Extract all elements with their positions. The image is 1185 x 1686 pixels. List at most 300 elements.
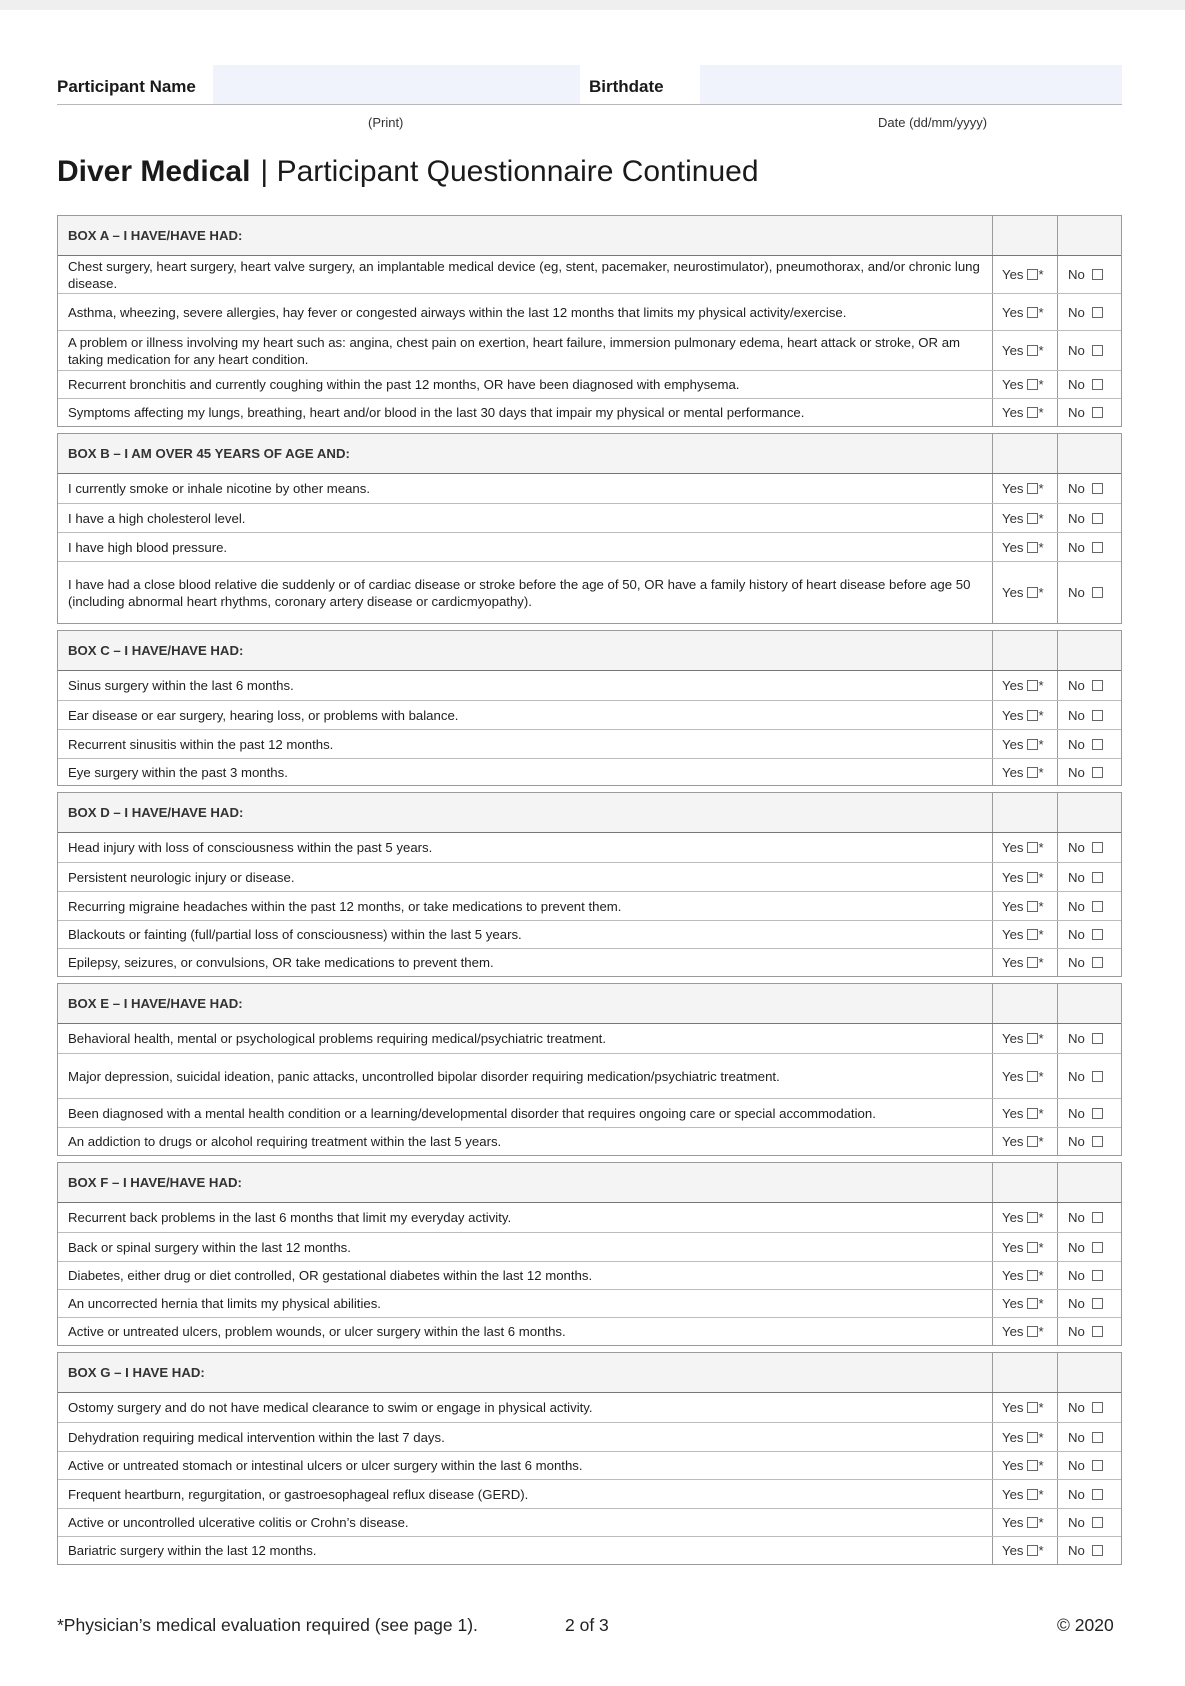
- yes-label: Yes: [1002, 1486, 1024, 1502]
- box-heading-row: [58, 1353, 1121, 1393]
- question-row: [58, 474, 1121, 503]
- question-text: Bariatric surgery within the last 12 months.: [68, 1543, 317, 1558]
- no-checkbox[interactable]: [1092, 307, 1103, 318]
- page-title: [57, 155, 759, 189]
- yes-column-header: [992, 631, 1057, 670]
- no-cell: [1057, 1452, 1121, 1479]
- yes-checkbox[interactable]: [1027, 1242, 1038, 1253]
- question-row: [58, 1422, 1121, 1451]
- no-cell: [1057, 1423, 1121, 1451]
- physician-required-marker: *: [1038, 343, 1044, 358]
- no-cell: [1057, 1128, 1121, 1155]
- box-c: [57, 630, 1122, 786]
- physician-required-marker: *: [1038, 1543, 1044, 1558]
- question-text: Active or untreated stomach or intestinal ulcers or ulcer surgery within the last 6 months.: [68, 1458, 583, 1473]
- no-label: No: [1068, 1134, 1085, 1149]
- no-label: No: [1068, 1210, 1085, 1225]
- yes-label: Yes: [1002, 1105, 1024, 1121]
- no-checkbox[interactable]: [1092, 587, 1103, 598]
- yes-cell: [992, 1509, 1057, 1536]
- no-label: No: [1068, 927, 1085, 942]
- yes-checkbox[interactable]: [1027, 379, 1038, 390]
- yes-checkbox[interactable]: [1027, 1545, 1038, 1556]
- yes-label: Yes: [1002, 955, 1024, 970]
- yes-checkbox[interactable]: [1027, 1033, 1038, 1044]
- physician-required-marker: *: [1038, 898, 1044, 914]
- no-cell: [1057, 562, 1121, 623]
- box-heading-row: [58, 434, 1121, 474]
- no-cell: [1057, 533, 1121, 561]
- no-label: No: [1068, 764, 1085, 780]
- physician-required-marker: *: [1038, 764, 1044, 780]
- no-cell: [1057, 1290, 1121, 1317]
- no-cell: [1057, 1262, 1121, 1289]
- box-d: [57, 792, 1122, 977]
- yes-cell: [992, 1054, 1057, 1098]
- physician-required-marker: *: [1038, 1068, 1044, 1084]
- yes-cell: [992, 701, 1057, 729]
- yes-label: Yes: [1002, 585, 1024, 600]
- no-checkbox[interactable]: [1092, 872, 1103, 883]
- yes-checkbox[interactable]: [1027, 1432, 1038, 1443]
- yes-column-header: [992, 216, 1057, 255]
- no-checkbox[interactable]: [1092, 901, 1103, 912]
- no-checkbox[interactable]: [1092, 1108, 1103, 1119]
- question-row: [58, 330, 1121, 370]
- no-checkbox[interactable]: [1092, 1326, 1103, 1337]
- physician-required-marker: *: [1038, 1324, 1044, 1339]
- question-row: [58, 370, 1121, 398]
- yes-label: Yes: [1002, 898, 1024, 914]
- yes-cell: [992, 921, 1057, 948]
- no-checkbox[interactable]: [1092, 842, 1103, 853]
- participant-name-field[interactable]: [213, 65, 580, 104]
- question-text: Active or untreated ulcers, problem wounds, or ulcer surgery within the last 6 months.: [68, 1324, 566, 1339]
- physician-required-marker: *: [1038, 304, 1044, 320]
- no-cell: [1057, 759, 1121, 785]
- yes-cell: [992, 331, 1057, 370]
- yes-column-header: [992, 793, 1057, 832]
- birthdate-field[interactable]: [700, 65, 1122, 104]
- question-text: I have high blood pressure.: [68, 539, 228, 555]
- no-checkbox[interactable]: [1092, 1545, 1103, 1556]
- box-heading: BOX A – I HAVE/HAVE HAD:: [68, 228, 243, 243]
- yes-label: Yes: [1002, 736, 1024, 752]
- yes-cell: [992, 399, 1057, 426]
- yes-cell: [992, 1452, 1057, 1479]
- yes-checkbox[interactable]: [1027, 1517, 1038, 1528]
- no-column-header: [1057, 984, 1121, 1023]
- yes-cell: [992, 533, 1057, 561]
- question-row: [58, 1289, 1121, 1317]
- physician-required-marker: *: [1038, 1400, 1044, 1415]
- physician-required-marker: *: [1038, 955, 1044, 970]
- no-label: No: [1068, 377, 1085, 392]
- yes-checkbox[interactable]: [1027, 872, 1038, 883]
- yes-label: Yes: [1002, 343, 1024, 358]
- no-label: No: [1068, 707, 1085, 723]
- no-cell: [1057, 1024, 1121, 1053]
- yes-label: Yes: [1002, 1031, 1024, 1046]
- no-cell: [1057, 1054, 1121, 1098]
- yes-column-header: [992, 1353, 1057, 1392]
- yes-checkbox[interactable]: [1027, 680, 1038, 691]
- yes-checkbox[interactable]: [1027, 1270, 1038, 1281]
- no-checkbox[interactable]: [1092, 269, 1103, 280]
- question-text: I have had a close blood relative die suddenly or of cardiac disease or stroke before the age of 50, OR have a family history of heart disease before age 50 (including abnormal heart rhythms, coronary artery disease or cardicmyopathy).: [68, 576, 971, 609]
- no-checkbox[interactable]: [1092, 1071, 1103, 1082]
- yes-label: Yes: [1002, 267, 1024, 282]
- question-text: Frequent heartburn, regurgitation, or gastroesophageal reflux disease (GERD).: [68, 1486, 529, 1502]
- box-a: [57, 215, 1122, 427]
- yes-cell: [992, 863, 1057, 891]
- physician-required-marker: *: [1038, 927, 1044, 942]
- yes-checkbox[interactable]: [1027, 483, 1038, 494]
- yes-checkbox[interactable]: [1027, 1108, 1038, 1119]
- no-label: No: [1068, 1296, 1085, 1311]
- no-label: No: [1068, 1515, 1085, 1530]
- question-text: Asthma, wheezing, severe allergies, hay fever or congested airways within the last 12 months that limits my physical activity/exercise.: [68, 304, 847, 320]
- no-label: No: [1068, 1543, 1085, 1558]
- yes-column-header: [992, 434, 1057, 473]
- yes-checkbox[interactable]: [1027, 307, 1038, 318]
- yes-cell: [992, 671, 1057, 700]
- no-label: No: [1068, 1486, 1085, 1502]
- no-label: No: [1068, 678, 1085, 693]
- yes-label: Yes: [1002, 1515, 1024, 1530]
- yes-cell: [992, 1480, 1057, 1508]
- yes-label: Yes: [1002, 481, 1024, 496]
- question-text: I currently smoke or inhale nicotine by other means.: [68, 481, 370, 496]
- physician-required-marker: *: [1038, 1239, 1044, 1255]
- no-label: No: [1068, 1239, 1085, 1255]
- no-label: No: [1068, 869, 1085, 885]
- no-checkbox[interactable]: [1092, 739, 1103, 750]
- physician-required-marker: *: [1038, 869, 1044, 885]
- no-cell: [1057, 371, 1121, 398]
- question-text: Behavioral health, mental or psychological problems requiring medical/psychiatric treatment.: [68, 1031, 607, 1046]
- yes-column-header: [992, 984, 1057, 1023]
- physician-required-marker: *: [1038, 481, 1044, 496]
- question-text: Blackouts or fainting (full/partial loss of consciousness) within the last 5 years.: [68, 927, 522, 942]
- yes-checkbox[interactable]: [1027, 1326, 1038, 1337]
- yes-label: Yes: [1002, 1429, 1024, 1445]
- question-row: [58, 1024, 1121, 1053]
- birthdate-label: Birthdate: [589, 77, 664, 96]
- no-column-header: [1057, 631, 1121, 670]
- yes-cell: [992, 1262, 1057, 1289]
- no-label: No: [1068, 1324, 1085, 1339]
- yes-checkbox[interactable]: [1027, 587, 1038, 598]
- physician-required-marker: *: [1038, 1296, 1044, 1311]
- no-cell: [1057, 1537, 1121, 1564]
- box-heading-row: [58, 1163, 1121, 1203]
- no-checkbox[interactable]: [1092, 483, 1103, 494]
- yes-cell: [992, 294, 1057, 330]
- question-text: Recurrent sinusitis within the past 12 months.: [68, 736, 334, 752]
- question-text: I have a high cholesterol level.: [68, 510, 246, 526]
- birthdate-hint: Date (dd/mm/yyyy): [878, 115, 988, 130]
- no-cell: [1057, 1509, 1121, 1536]
- question-text: Eye surgery within the past 3 months.: [68, 764, 288, 780]
- no-cell: [1057, 399, 1121, 426]
- yes-label: Yes: [1002, 764, 1024, 780]
- box-heading-row: [58, 793, 1121, 833]
- physician-required-marker: *: [1038, 678, 1044, 693]
- title-separator: |: [260, 155, 269, 188]
- question-row: [58, 1127, 1121, 1155]
- question-text: Ostomy surgery and do not have medical clearance to swim or engage in physical activity.: [68, 1400, 593, 1415]
- yes-cell: [992, 1537, 1057, 1564]
- yes-checkbox[interactable]: [1027, 929, 1038, 940]
- yes-label: Yes: [1002, 1239, 1024, 1255]
- yes-label: Yes: [1002, 678, 1024, 693]
- physician-required-marker: *: [1038, 1105, 1044, 1121]
- no-cell: [1057, 1480, 1121, 1508]
- no-checkbox[interactable]: [1092, 542, 1103, 553]
- page-number: 2 of 3: [565, 1615, 609, 1635]
- no-label: No: [1068, 1400, 1085, 1415]
- question-row: [58, 1479, 1121, 1508]
- yes-label: Yes: [1002, 869, 1024, 885]
- no-cell: [1057, 671, 1121, 700]
- no-checkbox[interactable]: [1092, 767, 1103, 778]
- yes-cell: [992, 833, 1057, 862]
- physician-required-marker: *: [1038, 1515, 1044, 1530]
- no-checkbox[interactable]: [1092, 513, 1103, 524]
- no-label: No: [1068, 510, 1085, 526]
- no-checkbox[interactable]: [1092, 680, 1103, 691]
- yes-cell: [992, 730, 1057, 758]
- yes-cell: [992, 474, 1057, 503]
- no-cell: [1057, 504, 1121, 532]
- question-text: A problem or illness involving my heart such as: angina, chest pain on exertion, heart failure, immersion pulmonary edema, heart attack or stroke, OR am taking medication for any heart condition.: [68, 334, 961, 367]
- no-checkbox[interactable]: [1092, 1489, 1103, 1500]
- no-checkbox[interactable]: [1092, 1298, 1103, 1309]
- no-cell: [1057, 1203, 1121, 1232]
- no-cell: [1057, 701, 1121, 729]
- yes-checkbox[interactable]: [1027, 345, 1038, 356]
- no-label: No: [1068, 343, 1085, 358]
- no-checkbox[interactable]: [1092, 1270, 1103, 1281]
- box-e: [57, 983, 1122, 1156]
- yes-cell: [992, 1393, 1057, 1422]
- yes-checkbox[interactable]: [1027, 1298, 1038, 1309]
- participant-header: [57, 65, 1122, 105]
- no-checkbox[interactable]: [1092, 1432, 1103, 1443]
- question-text: Persistent neurologic injury or disease.: [68, 869, 295, 885]
- yes-column-header: [992, 1163, 1057, 1202]
- no-checkbox[interactable]: [1092, 929, 1103, 940]
- box-b: [57, 433, 1122, 624]
- box-f: [57, 1162, 1122, 1346]
- question-row: [58, 532, 1121, 561]
- question-text: Recurring migraine headaches within the past 12 months, or take medications to prevent them.: [68, 898, 622, 914]
- no-column-header: [1057, 1163, 1121, 1202]
- yes-checkbox[interactable]: [1027, 739, 1038, 750]
- no-label: No: [1068, 955, 1085, 970]
- no-cell: [1057, 1318, 1121, 1345]
- yes-label: Yes: [1002, 707, 1024, 723]
- question-text: Ear disease or ear surgery, hearing loss, or problems with balance.: [68, 707, 459, 723]
- no-cell: [1057, 949, 1121, 976]
- yes-cell: [992, 1318, 1057, 1345]
- question-text: Back or spinal surgery within the last 12 months.: [68, 1239, 351, 1255]
- yes-label: Yes: [1002, 1400, 1024, 1415]
- no-checkbox[interactable]: [1092, 1033, 1103, 1044]
- question-text: Active or uncontrolled ulcerative colitis or Crohn’s disease.: [68, 1515, 409, 1530]
- yes-checkbox[interactable]: [1027, 710, 1038, 721]
- no-label: No: [1068, 736, 1085, 752]
- yes-cell: [992, 1099, 1057, 1127]
- no-checkbox[interactable]: [1092, 379, 1103, 390]
- question-row: [58, 948, 1121, 976]
- no-checkbox[interactable]: [1092, 345, 1103, 356]
- physician-required-marker: *: [1038, 707, 1044, 723]
- question-text: Epilepsy, seizures, or convulsions, OR take medications to prevent them.: [68, 955, 494, 970]
- footer-note: *Physician’s medical evaluation required (see page 1).: [57, 1615, 478, 1635]
- yes-cell: [992, 759, 1057, 785]
- question-row: [58, 398, 1121, 426]
- yes-cell: [992, 1024, 1057, 1053]
- yes-label: Yes: [1002, 510, 1024, 526]
- question-row: [58, 293, 1121, 330]
- no-column-header: [1057, 216, 1121, 255]
- no-cell: [1057, 863, 1121, 891]
- question-text: Symptoms affecting my lungs, breathing, heart and/or blood in the last 30 days that impair my physical or mental performance.: [68, 405, 805, 420]
- no-label: No: [1068, 304, 1085, 320]
- no-label: No: [1068, 585, 1085, 600]
- yes-label: Yes: [1002, 539, 1024, 555]
- no-label: No: [1068, 1031, 1085, 1046]
- no-label: No: [1068, 267, 1085, 282]
- no-checkbox[interactable]: [1092, 1402, 1103, 1413]
- yes-label: Yes: [1002, 1068, 1024, 1084]
- no-checkbox[interactable]: [1092, 1460, 1103, 1471]
- no-checkbox[interactable]: [1092, 407, 1103, 418]
- question-row: [58, 1451, 1121, 1479]
- no-label: No: [1068, 898, 1085, 914]
- no-checkbox[interactable]: [1092, 1242, 1103, 1253]
- no-checkbox[interactable]: [1092, 710, 1103, 721]
- yes-label: Yes: [1002, 1268, 1024, 1283]
- yes-checkbox[interactable]: [1027, 513, 1038, 524]
- yes-checkbox[interactable]: [1027, 1460, 1038, 1471]
- yes-cell: [992, 1203, 1057, 1232]
- physician-required-marker: *: [1038, 377, 1044, 392]
- question-row: [58, 1536, 1121, 1564]
- yes-checkbox[interactable]: [1027, 1402, 1038, 1413]
- question-row: [58, 1203, 1121, 1232]
- yes-label: Yes: [1002, 377, 1024, 392]
- box-heading: BOX D – I HAVE/HAVE HAD:: [68, 805, 244, 820]
- yes-label: Yes: [1002, 1210, 1024, 1225]
- yes-checkbox[interactable]: [1027, 842, 1038, 853]
- question-text: Chest surgery, heart surgery, heart valve surgery, an implantable medical device (eg, stent, pacemaker, neurostimulator), pneumothorax, and/or chronic lung disease.: [68, 258, 980, 291]
- yes-checkbox[interactable]: [1027, 542, 1038, 553]
- no-label: No: [1068, 1429, 1085, 1445]
- yes-checkbox[interactable]: [1027, 767, 1038, 778]
- no-column-header: [1057, 434, 1121, 473]
- yes-checkbox[interactable]: [1027, 1071, 1038, 1082]
- question-row: [58, 862, 1121, 891]
- question-row: [58, 891, 1121, 920]
- yes-checkbox[interactable]: [1027, 957, 1038, 968]
- no-cell: [1057, 474, 1121, 503]
- yes-checkbox[interactable]: [1027, 269, 1038, 280]
- physician-required-marker: *: [1038, 1268, 1044, 1283]
- yes-checkbox[interactable]: [1027, 1212, 1038, 1223]
- no-label: No: [1068, 481, 1085, 496]
- yes-cell: [992, 1290, 1057, 1317]
- yes-label: Yes: [1002, 1134, 1024, 1149]
- yes-label: Yes: [1002, 1543, 1024, 1558]
- page-title-rest: Participant Questionnaire Continued: [276, 155, 759, 188]
- yes-checkbox[interactable]: [1027, 407, 1038, 418]
- no-label: No: [1068, 1268, 1085, 1283]
- question-text: An addiction to drugs or alcohol requiring treatment within the last 5 years.: [68, 1134, 502, 1149]
- physician-required-marker: *: [1038, 1429, 1044, 1445]
- no-label: No: [1068, 1458, 1085, 1473]
- question-text: Recurrent back problems in the last 6 months that limit my everyday activity.: [68, 1210, 512, 1225]
- no-cell: [1057, 1099, 1121, 1127]
- physician-required-marker: *: [1038, 840, 1044, 855]
- question-text: Dehydration requiring medical intervention within the last 7 days.: [68, 1429, 445, 1445]
- physician-required-marker: *: [1038, 510, 1044, 526]
- yes-cell: [992, 504, 1057, 532]
- yes-cell: [992, 949, 1057, 976]
- no-checkbox[interactable]: [1092, 1517, 1103, 1528]
- yes-cell: [992, 1233, 1057, 1261]
- question-text: Head injury with loss of consciousness within the past 5 years.: [68, 840, 433, 855]
- no-checkbox[interactable]: [1092, 1212, 1103, 1223]
- box-heading: BOX G – I HAVE HAD:: [68, 1365, 205, 1380]
- yes-checkbox[interactable]: [1027, 1489, 1038, 1500]
- question-row: [58, 729, 1121, 758]
- yes-checkbox[interactable]: [1027, 901, 1038, 912]
- yes-checkbox[interactable]: [1027, 1136, 1038, 1147]
- yes-cell: [992, 1128, 1057, 1155]
- yes-label: Yes: [1002, 304, 1024, 320]
- question-text: Diabetes, either drug or diet controlled, OR gestational diabetes within the last 12 months.: [68, 1268, 593, 1283]
- questionnaire: [57, 215, 1122, 1571]
- yes-cell: [992, 256, 1057, 293]
- box-heading-row: [58, 216, 1121, 256]
- question-text: An uncorrected hernia that limits my physical abilities.: [68, 1296, 381, 1311]
- yes-cell: [992, 371, 1057, 398]
- physician-required-marker: *: [1038, 585, 1044, 600]
- yes-label: Yes: [1002, 1324, 1024, 1339]
- no-cell: [1057, 833, 1121, 862]
- question-text: Been diagnosed with a mental health condition or a learning/developmental disorder that requires ongoing care or special accommodation.: [68, 1105, 876, 1121]
- yes-label: Yes: [1002, 1458, 1024, 1473]
- no-column-header: [1057, 1353, 1121, 1392]
- no-checkbox[interactable]: [1092, 957, 1103, 968]
- box-heading: BOX C – I HAVE/HAVE HAD:: [68, 643, 244, 658]
- question-row: [58, 1053, 1121, 1098]
- box-heading: BOX F – I HAVE/HAVE HAD:: [68, 1175, 242, 1190]
- question-row: [58, 1098, 1121, 1127]
- question-row: [58, 256, 1121, 293]
- box-g: [57, 1352, 1122, 1565]
- no-cell: [1057, 331, 1121, 370]
- yes-label: Yes: [1002, 1296, 1024, 1311]
- yes-cell: [992, 1423, 1057, 1451]
- no-checkbox[interactable]: [1092, 1136, 1103, 1147]
- no-cell: [1057, 294, 1121, 330]
- no-cell: [1057, 1393, 1121, 1422]
- no-cell: [1057, 892, 1121, 920]
